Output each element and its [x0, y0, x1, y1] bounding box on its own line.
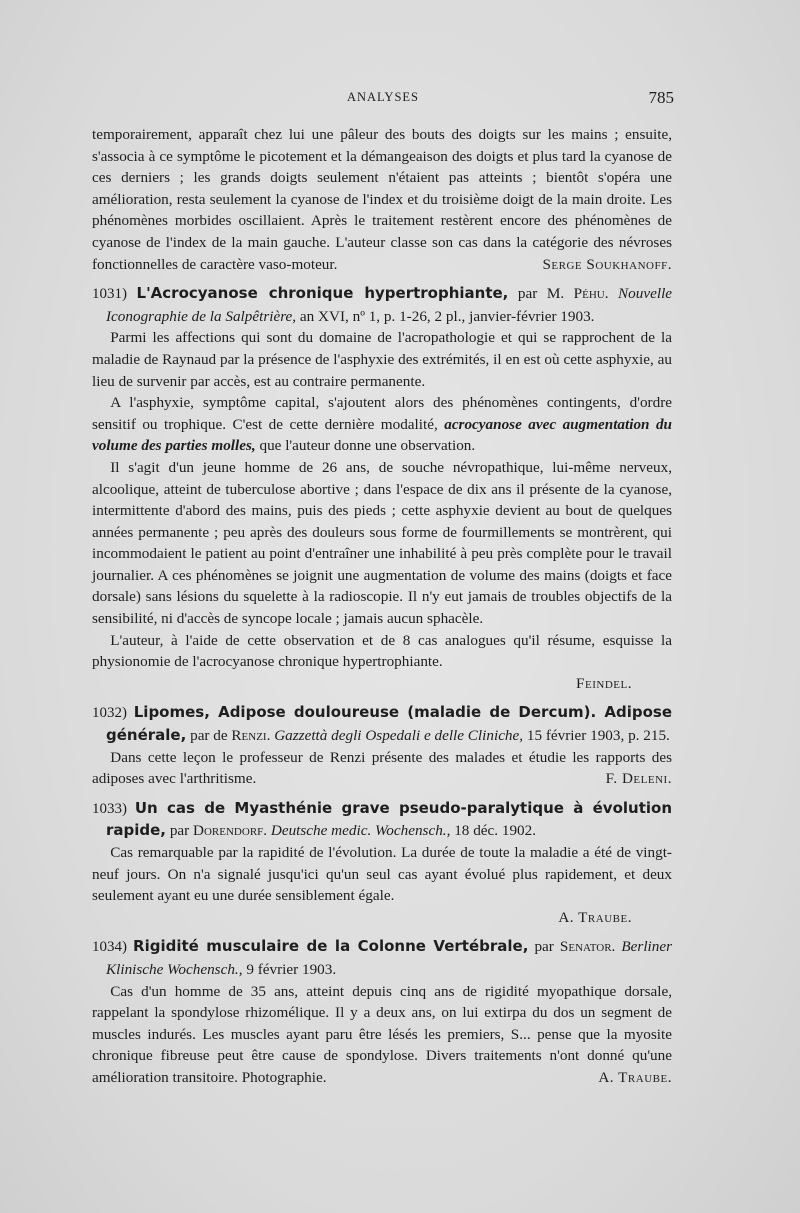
entry-author: Senator.: [559, 938, 616, 956]
entry-journal: Berliner Klinische Wochensch.,: [106, 938, 673, 978]
entry-signature: Feindel.: [576, 674, 632, 692]
entry-author: Dorendorf.: [193, 822, 268, 840]
paragraph-text: Cas d'un homme de 35 ans, atteint depuis cinq ans de rigidité myopathique dorsale, rappelant la spondylose rhizomélique. Il y a deux ans, on lui extirpa du dos un segment de muscles indurés. Les muscles ayant paru être lésés les premiers, S... pense que la myosite chronique fibreuse peut être cause de spondylose. Divers traitements n'ont donné qu'une amélioration transitoire. Photographie.: [92, 982, 672, 1086]
entry-details: an XVI, nº 1, p. 1-26, 2 pl., janvier-février 1903.: [299, 307, 595, 325]
entry-1034-paragraph-1: [92, 981, 672, 1089]
page-body: [92, 124, 672, 1089]
page-number: 785: [648, 88, 674, 107]
entry-1034-heading: [92, 936, 672, 980]
continued-text: temporairement, apparaît chez lui une pâleur des bouts des doigts sur les mains ; ensuite, s'associa à ce symptôme le picotement et la démangeaison des doigts et plus tard la cyanose de ces derniers ; les grands doigts seulement n'étaient pas atteints ; bientôt s'opéra une amélioration, resta seulement la cyanose de l'index et du troisième doigt de la main droite. Les phénomènes morbides oscillaient. Après le traitement restèrent encore des phénomènes de cyanose de l'index de la main gauche. L'auteur classe son cas dans la catégorie des névroses fonctionnelles de caractère vaso-moteur.: [92, 126, 672, 273]
entry-details: 9 février 1903.: [246, 960, 337, 978]
entry-by: par: [169, 822, 190, 840]
entry-number: 1031): [92, 286, 127, 303]
entry-details: 15 février 1903, p. 215.: [526, 727, 670, 745]
entry-1031-paragraph-1: Parmi les affections qui sont du domaine de l'acropathologie et qui se rapprochent de la maladie de Raynaud par la présence de l'asphyxie des extrémités, il en est où cette asphyxie, au lieu de survenir par accès, est au contraire permanente.: [92, 329, 672, 390]
entry-title: L'Acrocyanose chronique hypertrophiante,: [136, 284, 509, 303]
paragraph-text: A l'asphyxie, symptôme capital, s'ajoutent alors des phénomènes contingents, d'ordre sensitif ou trophique. C'est de cette dernière modalité,: [92, 394, 672, 433]
entry-by: par: [534, 938, 554, 956]
page-header: [92, 90, 674, 112]
entry-details: 18 déc. 1902.: [454, 822, 537, 840]
entry-journal: Deutsche medic. Wochensch.,: [270, 822, 451, 840]
entry-title: Lipomes, Adipose douloureuse (maladie de Dercum). Adipose générale,: [106, 703, 673, 745]
entry-1031-paragraph-2: [92, 392, 672, 457]
emphasized-term: acrocyanose avec augmentation du volume des parties molles,: [92, 415, 673, 455]
entry-signature: F. Deleni.: [605, 770, 672, 788]
entry-1032-paragraph-1: [92, 747, 672, 790]
entry-journal: Gazzettà degli Ospedali e delle Cliniche,: [274, 727, 524, 745]
entry-journal: Nouvelle Iconographie de la Salpêtrière,: [106, 285, 673, 325]
continued-paragraph: [92, 124, 672, 275]
paragraph-text: que l'auteur donne une observation.: [259, 437, 476, 455]
paragraph-text: Dans cette leçon le professeur de Renzi présente des malades et étudie les rapports des adiposes avec l'arthritisme.: [92, 748, 672, 788]
entry-1031-heading: [92, 283, 672, 327]
entry-by: par de: [190, 727, 228, 745]
entry-author: Renzi.: [231, 727, 271, 745]
continued-signature: Serge Soukhanoff.: [542, 255, 672, 273]
entry-author: Péhu.: [573, 285, 609, 303]
entry-number: 1033): [92, 800, 127, 817]
entry-signature: A. Traube.: [598, 1068, 672, 1086]
entry-1033-paragraph-1: Cas remarquable par la rapidité de l'évolution. La durée de toute la maladie a été de vingt-neuf jours. On n'a signalé jusqu'ici qu'un seul cas ayant évolué plus rapidement, et deux seulement ayant eu une durée sensiblement égale.: [92, 844, 672, 905]
entry-title: Un cas de Myasthénie grave pseudo-paralytique à évolution rapide,: [106, 798, 672, 840]
entry-number: 1034): [92, 939, 127, 956]
entry-1033-heading: [92, 798, 672, 842]
entry-1032-heading: [92, 702, 672, 746]
running-head: ANALYSES: [346, 90, 420, 104]
entry-signature: A. Traube.: [558, 908, 632, 926]
entry-1031-signature-line: [92, 673, 672, 695]
entry-1033-signature-line: [92, 907, 672, 929]
entry-by: par M.: [517, 285, 565, 303]
entry-number: 1032): [92, 705, 127, 722]
entry-title: Rigidité musculaire de la Colonne Vertébrale,: [133, 937, 529, 956]
entry-1031-paragraph-4: L'auteur, à l'aide de cette observation et de 8 cas analogues qu'il résume, esquisse la physionomie de l'acrocyanose chronique hypertrophiante.: [92, 631, 672, 671]
entry-1031-paragraph-3: Il s'agit d'un jeune homme de 26 ans, de souche névropathique, lui-même nerveux, alcoolique, atteint de tuberculose abortive ; dans l'espace de dix ans il présente de la cyanose, intermittente d'abord des mains, puis des pieds ; cette asphyxie devient au bout de quelques années permanente ; peu après des douleurs sous forme de fourmillements se montrèrent, qui incommodaient le patient au point d'entraîner une inhabilité à peu près complète pour le travail journalier. A ces phénomènes se joignit une augmentation de volume des mains (doigts et face dorsale) sans lésions du squelette à la radioscopie. Il n'y eut jamais de troubles objectifs de la sensibilité, ni d'accès de syncope locale ; jamais aucun sphacèle.: [92, 458, 672, 628]
